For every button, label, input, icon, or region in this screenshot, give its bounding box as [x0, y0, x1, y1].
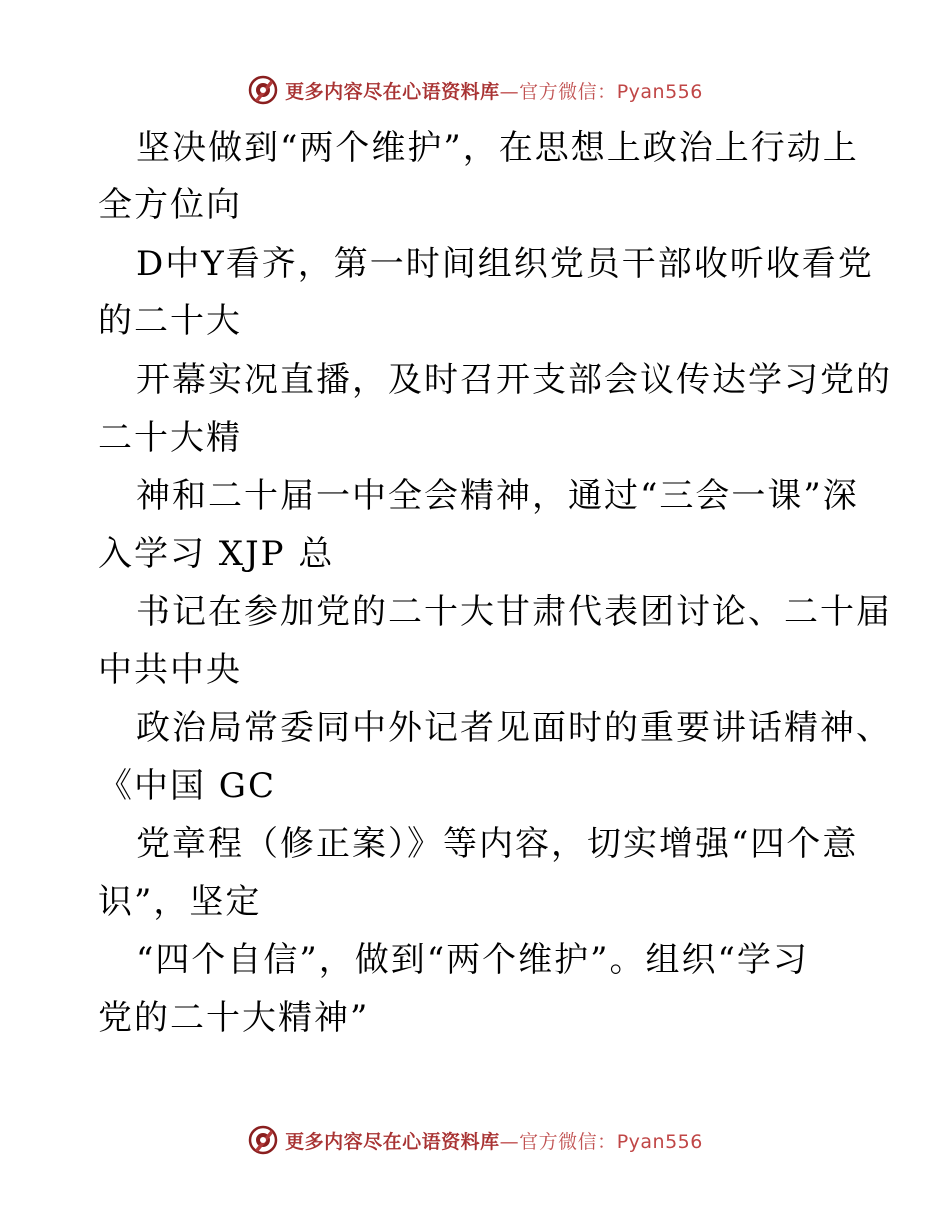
paragraph-line: 开幕实况直播，及时召开支部会议传达学习党的	[136, 360, 892, 400]
footer-watermark-banner	[0, 1120, 950, 1160]
paragraph-line: 坚决做到“两个维护”，在思想上政治上行动上	[136, 128, 859, 168]
banner-text	[285, 1127, 703, 1154]
banner-text-wechat-id: Pyan556	[616, 80, 703, 103]
paragraph-line: 《中国 GC	[98, 766, 276, 806]
paragraph-line: 书记在参加党的二十大甘肃代表团讨论、二十届	[136, 592, 892, 632]
banner-content	[247, 74, 703, 106]
banner-text-wechat-label: —官方微信：	[499, 1130, 617, 1153]
banner-text-main: 更多内容尽在心语资料库	[285, 1130, 500, 1153]
banner-text-main: 更多内容尽在心语资料库	[285, 80, 500, 103]
banner-text-wechat-label: —官方微信：	[499, 80, 617, 103]
paragraph-line: 中共中央	[98, 650, 242, 690]
banner-content	[247, 1124, 703, 1156]
paragraph-line: 政治局常委同中外记者见面时的重要讲话精神、	[136, 708, 892, 748]
banner-text-wechat-id: Pyan556	[616, 1130, 703, 1153]
quill-seal-logo-icon	[247, 74, 279, 106]
paragraph-line: 二十大精	[98, 418, 242, 458]
paragraph-line: 全方位向	[98, 185, 242, 225]
paragraph-line: 党章程（修正案）》等内容，切实增强“四个意	[136, 824, 859, 864]
paragraph-line: D中Y看齐，第一时间组织党员干部收听收看党	[136, 244, 874, 284]
header-watermark-banner	[0, 70, 950, 110]
paragraph-line: 入学习 XJP 总	[98, 534, 335, 574]
banner-text	[285, 77, 703, 104]
paragraph-line: 神和二十届一中全会精神，通过“三会一课”深	[136, 476, 859, 516]
quill-seal-logo-icon	[247, 1124, 279, 1156]
paragraph-line: “四个自信”，做到“两个维护”。组织“学习	[136, 940, 809, 980]
paragraph-line: 党的二十大精神”	[98, 998, 370, 1038]
paragraph-line: 识”，坚定	[98, 882, 262, 922]
paragraph-line: 的二十大	[98, 301, 242, 341]
